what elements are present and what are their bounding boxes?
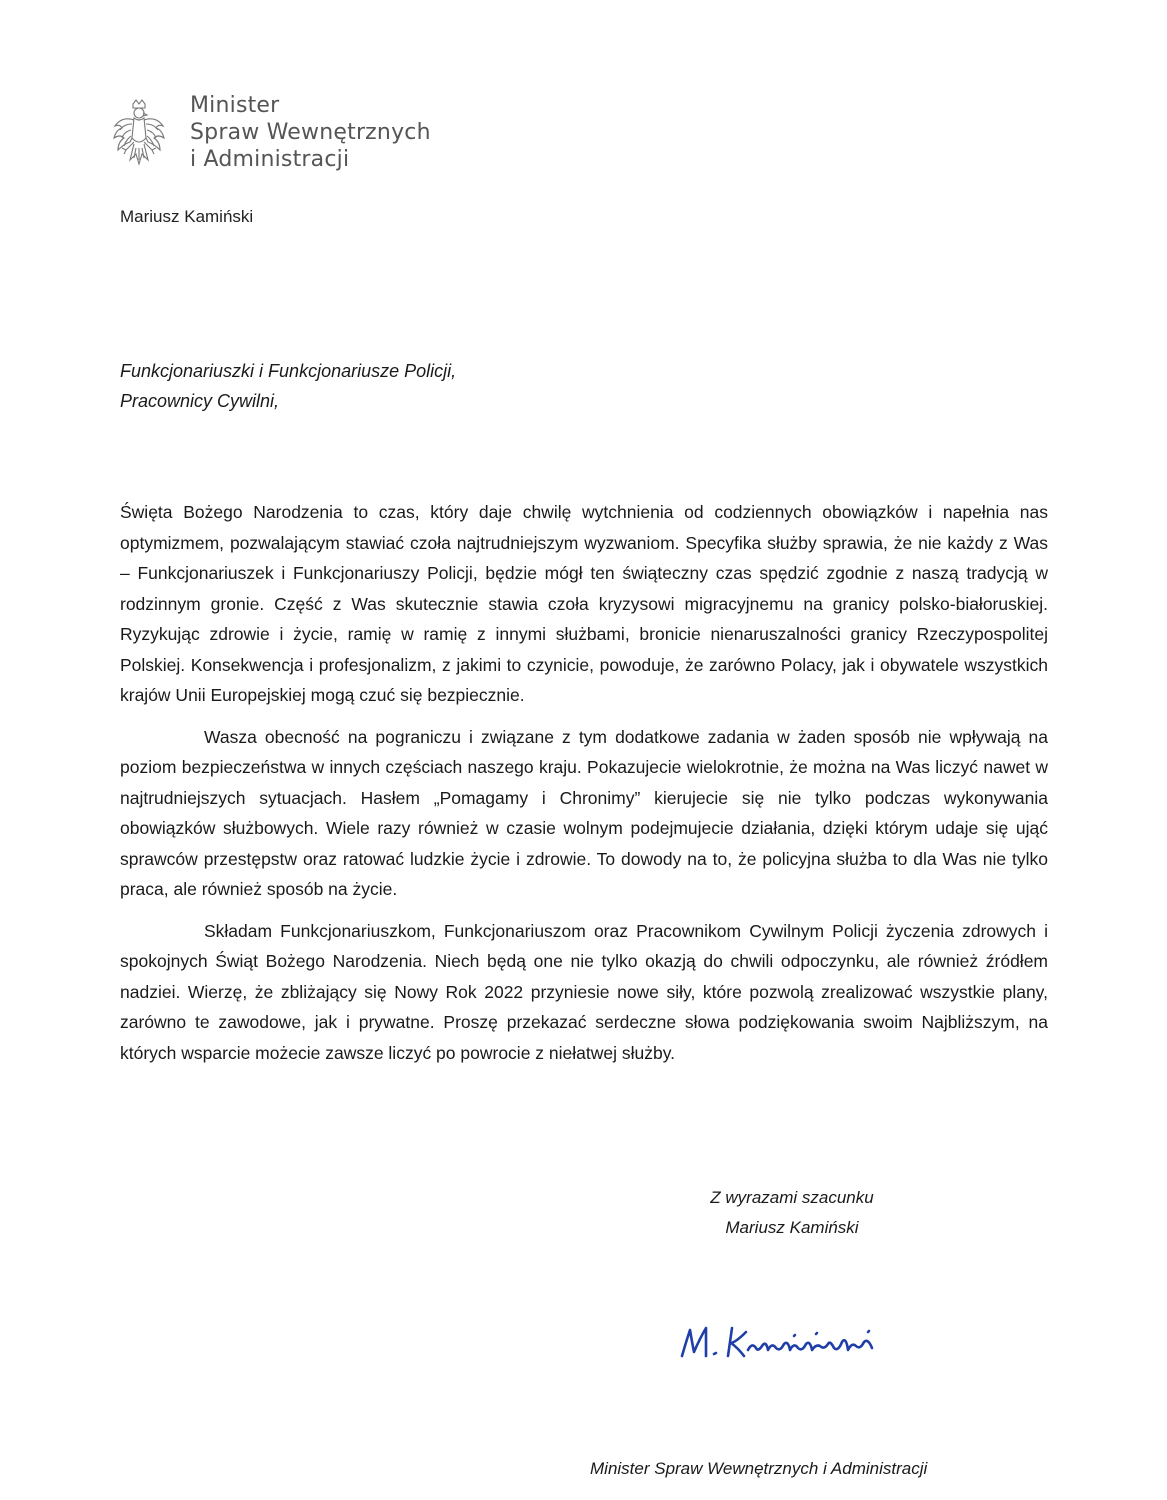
body-paragraph-3: Składam Funkcjonariuszkom, Funkcjonariuszom oraz Pracownikom Cywilnym Policji życzenia zdrowych i spokojnych Świąt Bożego Narodzenia. Niech będą one nie tylko okazją do chwili odpoczynku, ale również źródłem nadziei. Wierzę, że zbliżający się Nowy Rok 2022 przyniesie nowe siły, które pozwolą zrealizować wszystkie plany, zarówno te zawodowe, jak i prywatne. Proszę przekazać serdeczne słowa podziękowania swoim Najbliższym, na których wsparcie możecie zawsze liczyć po powrocie z niełatwej służby. [120,920,1048,1063]
handwritten-signature [676,1312,906,1372]
closing-name: Mariusz Kamiński [725,1218,859,1237]
signer-title: Minister Spraw Wewnętrznych i Administracji [590,1459,928,1478]
org-title-line-1: Minister [190,93,280,118]
letter-body [120,497,1048,1079]
body-paragraph-2: Wasza obecność na pograniczu i związane z tym dodatkowe zadania w żaden sposób nie wpływają na poziom bezpieczeństwa w innych częściach naszego kraju. Pokazujecie wielokrotnie, że można na Was liczyć nawet w najtrudniejszych sytuacjach. Hasłem „Pomagamy i Chronimy” kierujecie się nie tylko podczas wykonywania obowiązków służbowych. Wiele razy również w czasie wolnym podejmujecie działania, dzięki którym udaje się ująć sprawców przestępstw oraz ratować ludzkie życie i zdrowie. To dowody na to, że policyjna służba to dla Was nie tylko praca, ale również sposób na życie. [120,726,1048,899]
body-paragraph-1: Święta Bożego Narodzenia to czas, który daje chwilę wytchnienia od codziennych obowiązków i napełnia nas optymizmem, pozwalającym stawiać czoła najtrudniejszym wyzwaniom. Specyfika służby sprawia, że nie każdy z Was – Funkcjonariuszek i Funkcjonariuszy Policji, będzie mógł ten świąteczny czas spędzić zgodnie z naszą tradycją w rodzinnym gronie. Część z Was skutecznie stawia czoła kryzysowi migracyjnemu na granicy polsko-białoruskiej. Ryzykując zdrowie i życie, ramię w ramię z innymi służbami, bronicie nienaruszalności granicy Rzeczypospolitej Polskiej. Konsekwencja i profesjonalizm, z jakimi to czynicie, powoduje, że zarówno Polacy, jak i obywatele wszystkich krajów Unii Europejskiej mogą czuć się bezpiecznie. [120,502,1048,705]
closing-block [660,1183,924,1243]
salutation-line-1: Funkcjonariuszki i Funkcjonariusze Policji, [120,361,457,381]
org-title-line-2: Spraw Wewnętrznych [190,120,431,145]
salutation [120,356,456,416]
salutation-line-2: Pracownicy Cywilni, [120,391,280,411]
organization-title [190,92,431,173]
letterhead [112,92,431,178]
org-title-line-3: i Administracji [190,147,350,172]
author-name: Mariusz Kamiński [120,207,254,226]
polish-eagle-icon [112,98,166,178]
closing-regards: Z wyrazami szacunku [710,1188,874,1207]
